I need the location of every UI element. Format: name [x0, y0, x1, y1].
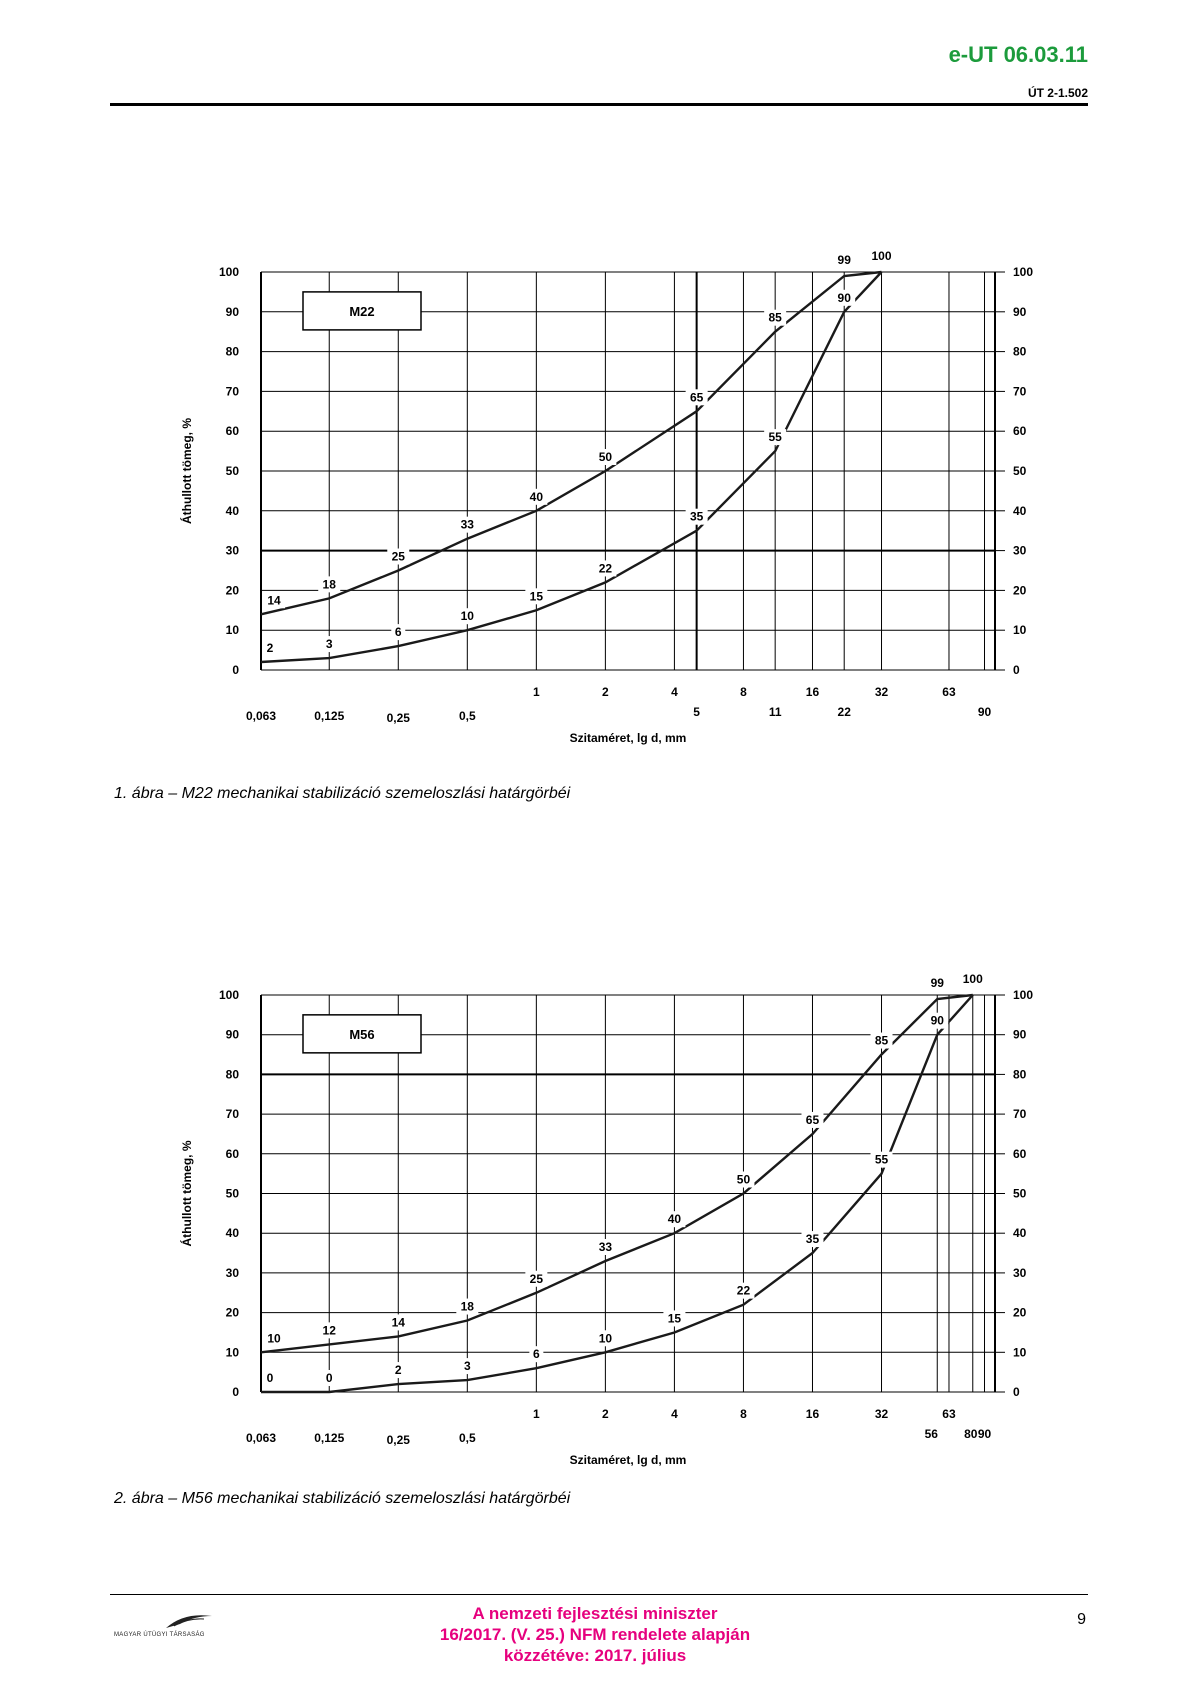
y-tick-label-right: 0: [1013, 1385, 1020, 1399]
x-tick-label-top: 8: [740, 1407, 747, 1421]
y-tick-label-right: 10: [1013, 623, 1027, 638]
y-tick-label-left: 20: [225, 1305, 239, 1320]
data-label: 65: [805, 1112, 820, 1127]
y-tick-label-left: 10: [225, 623, 239, 638]
y-tick-label-left: 100: [218, 988, 239, 1002]
y-tick-label-left: 90: [225, 304, 239, 319]
y-tick-label-right: 40: [1013, 503, 1027, 518]
y-tick-label-right: 60: [1013, 1146, 1027, 1161]
x-tick-label-top: 16: [805, 1407, 820, 1421]
chart-title: M56: [349, 1026, 375, 1042]
x-tick-label-top: 8: [740, 685, 747, 699]
y-tick-label-right: 70: [1013, 384, 1027, 399]
data-label: 25: [529, 1271, 544, 1286]
y-tick-label-left: 40: [225, 1226, 239, 1241]
data-label: 55: [874, 1152, 889, 1167]
x-tick-label-top: 4: [671, 685, 678, 699]
x-tick-label-bottom: 90: [977, 705, 992, 719]
data-label: 18: [460, 1299, 474, 1314]
x-tick-label-top: 2: [602, 1407, 609, 1421]
y-tick-label-left: 60: [225, 1146, 239, 1161]
y-tick-label-left: 50: [225, 464, 239, 478]
y-tick-label-right: 60: [1013, 424, 1027, 439]
data-label: 33: [460, 517, 474, 532]
page-number: 9: [1077, 1611, 1086, 1628]
footer-line-1: A nemzeti fejlesztési miniszter: [472, 1604, 718, 1623]
y-tick-label-right: 80: [1013, 344, 1027, 359]
data-label: 15: [667, 1311, 682, 1326]
data-label: 3: [325, 637, 333, 652]
x-tick-label-bottom: 22: [837, 705, 851, 719]
y-tick-label-right: 70: [1013, 1107, 1027, 1122]
data-label: 85: [874, 1033, 889, 1048]
data-label: 10: [598, 1331, 613, 1346]
x-tick-label-bottom: 56: [924, 1427, 938, 1441]
data-label: 35: [805, 1232, 820, 1247]
y-tick-label-right: 50: [1013, 1186, 1027, 1201]
data-label: 14: [391, 1315, 405, 1330]
x-tick-label-top: 4: [671, 1407, 678, 1421]
data-label: 22: [736, 1283, 751, 1298]
y-tick-label-right: 20: [1013, 1305, 1027, 1320]
x-tick-label-top: 1: [533, 685, 540, 699]
y-tick-label-left: 70: [225, 384, 239, 399]
data-label: 85: [768, 310, 782, 325]
data-label: 33: [598, 1239, 613, 1254]
x-tick-label-bottom: 0,5: [458, 709, 476, 723]
data-label: 18: [322, 577, 336, 592]
y-tick-label-right: 50: [1013, 464, 1027, 478]
y-tick-label-left: 20: [225, 583, 239, 598]
figure-caption-2: 2. ábra – M56 mechanikai stabilizáció szemeloszlási határgörbéi: [114, 1490, 571, 1507]
document-code: e-UT 06.03.11: [948, 42, 1088, 67]
x-tick-label-bottom: 0,063: [245, 1431, 277, 1445]
x-tick-label-top: 63: [942, 685, 956, 699]
x-tick-label-bottom: 0,125: [314, 1431, 345, 1445]
y-tick-label-left: 70: [225, 1107, 239, 1122]
y-tick-label-left: 60: [225, 424, 239, 439]
y-tick-label-left: 80: [225, 344, 239, 359]
x-tick-label-bottom: 5: [693, 705, 700, 719]
x-tick-label-top: 1: [533, 1407, 540, 1421]
data-label: 99: [930, 975, 944, 990]
chart-title: M22: [349, 303, 375, 319]
data-label: 15: [529, 589, 544, 604]
x-tick-label-bottom: 0,063: [245, 709, 277, 723]
x-tick-label-top: 32: [874, 1407, 889, 1421]
data-label: 10: [267, 1331, 281, 1346]
y-tick-label-left: 80: [225, 1067, 239, 1082]
data-label: 90: [837, 290, 851, 305]
data-label: 40: [667, 1212, 682, 1227]
data-label: 100: [871, 249, 892, 263]
data-label: 55: [768, 430, 782, 445]
publisher-logo: [114, 1608, 264, 1642]
y-tick-label-left: 40: [225, 503, 239, 518]
y-tick-label-right: 90: [1013, 1027, 1027, 1042]
y-tick-label-right: 20: [1013, 583, 1027, 598]
x-tick-label-top: 2: [602, 685, 609, 699]
document-subcode: ÚT 2-1.502: [1027, 86, 1088, 100]
data-label: 3: [463, 1359, 471, 1374]
x-axis-title: Szitaméret, lg d, mm: [569, 731, 687, 745]
footer-publication-note: [395, 1603, 795, 1666]
data-label: 25: [391, 549, 405, 564]
x-tick-label-bottom: 90: [977, 1427, 992, 1441]
data-label: 99: [837, 252, 851, 267]
y-axis-title: Áthullott tömeg, %: [180, 418, 194, 524]
data-label: 6: [533, 1347, 540, 1362]
y-tick-label-right: 80: [1013, 1067, 1027, 1082]
logo-text: MAGYAR ÚTÜGYI TÁRSASÁG: [114, 1632, 205, 1638]
x-tick-label-top: 63: [942, 1407, 956, 1421]
x-tick-label-bottom: 0,5: [458, 1431, 476, 1445]
y-tick-label-left: 50: [225, 1186, 239, 1201]
y-tick-label-left: 30: [225, 543, 239, 558]
data-label: 14: [267, 593, 281, 608]
data-label: 22: [598, 561, 613, 576]
y-tick-label-left: 100: [218, 265, 239, 279]
y-tick-label-left: 30: [225, 1265, 239, 1280]
data-label: 100: [962, 972, 983, 986]
x-tick-label-bottom: 0,125: [314, 709, 345, 723]
y-tick-label-left: 0: [232, 1385, 239, 1399]
data-label: 2: [394, 1363, 402, 1378]
x-tick-label-bottom: 0,25: [386, 711, 410, 725]
data-label: 2: [266, 641, 274, 656]
x-tick-label-top: 16: [805, 685, 820, 699]
y-tick-label-right: 90: [1013, 304, 1027, 319]
y-tick-label-right: 30: [1013, 543, 1027, 558]
y-tick-label-right: 10: [1013, 1345, 1027, 1360]
data-label: 10: [460, 609, 474, 624]
y-tick-label-left: 90: [225, 1027, 239, 1042]
data-label: 12: [322, 1323, 336, 1338]
y-tick-label-right: 100: [1013, 988, 1034, 1002]
data-label: 40: [529, 489, 544, 504]
x-tick-label-top: 32: [874, 685, 889, 699]
y-tick-label-right: 30: [1013, 1265, 1027, 1280]
data-label: 6: [394, 625, 402, 640]
footer-line-3: közzétéve: 2017. július: [503, 1646, 687, 1665]
x-tick-label-bottom: 11: [768, 705, 782, 719]
y-tick-label-right: 0: [1013, 663, 1020, 677]
x-tick-label-bottom: 80: [964, 1427, 978, 1441]
y-tick-label-right: 100: [1013, 265, 1034, 279]
data-label: 0: [325, 1371, 333, 1385]
y-tick-label-left: 10: [225, 1345, 239, 1360]
data-label: 50: [598, 450, 613, 464]
data-label: 65: [689, 390, 704, 405]
footer-rule: [110, 1594, 1088, 1595]
figure-caption-1: 1. ábra – M22 mechanikai stabilizáció szemeloszlási határgörbéi: [114, 785, 571, 802]
data-label: 90: [930, 1013, 944, 1028]
footer-line-2: 16/2017. (V. 25.) NFM rendelete alapján: [439, 1625, 751, 1644]
data-label: 0: [266, 1371, 274, 1385]
data-label: 35: [689, 509, 704, 524]
x-axis-title: Szitaméret, lg d, mm: [569, 1453, 687, 1467]
y-axis-title: Áthullott tömeg, %: [180, 1140, 194, 1247]
data-label: 50: [736, 1172, 751, 1187]
y-tick-label-right: 40: [1013, 1226, 1027, 1241]
x-tick-label-bottom: 0,25: [386, 1433, 410, 1447]
y-tick-label-left: 0: [232, 663, 239, 677]
